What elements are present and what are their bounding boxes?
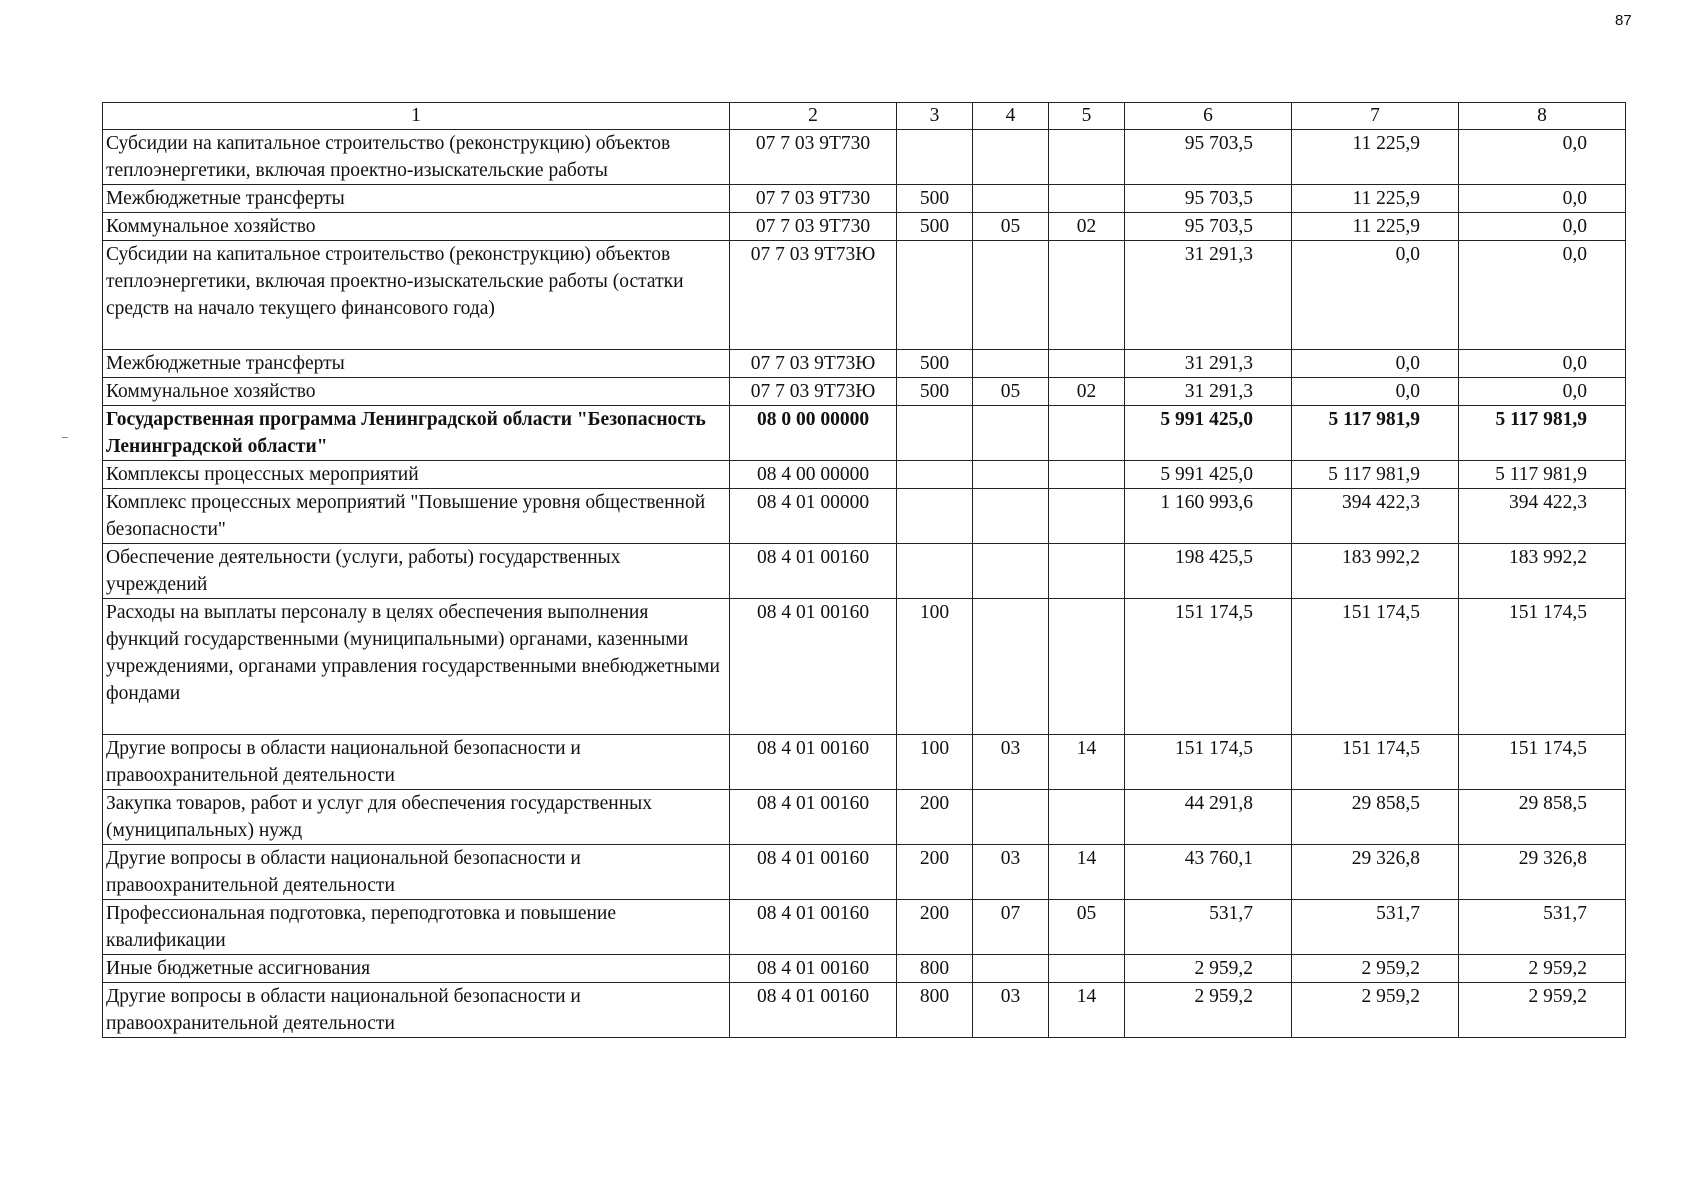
budget-table — [102, 102, 1626, 1038]
row-col3-cell: 800 — [897, 955, 973, 983]
table-row — [103, 378, 1626, 406]
row-value8-cell: 183 992,2 — [1459, 544, 1626, 599]
row-col4-cell — [973, 241, 1049, 350]
row-value6-cell: 2 959,2 — [1125, 955, 1292, 983]
row-col3-cell: 500 — [897, 378, 973, 406]
row-value8-cell: 0,0 — [1459, 185, 1626, 213]
row-col4-cell: 03 — [973, 735, 1049, 790]
row-value7-cell: 0,0 — [1292, 350, 1459, 378]
row-name-cell: Комплексы процессных мероприятий — [103, 461, 730, 489]
table-row — [103, 900, 1626, 955]
row-col5-cell: 14 — [1049, 845, 1125, 900]
row-code-cell: 07 7 03 9Т730 — [730, 130, 897, 185]
header-col-5: 5 — [1049, 103, 1125, 130]
row-col5-cell: 05 — [1049, 900, 1125, 955]
table-row — [103, 406, 1626, 461]
row-col3-cell — [897, 544, 973, 599]
row-value7-cell: 29 326,8 — [1292, 845, 1459, 900]
page-number: 87 — [1615, 12, 1632, 29]
row-col4-cell — [973, 599, 1049, 735]
row-col5-cell — [1049, 955, 1125, 983]
row-value7-cell: 151 174,5 — [1292, 735, 1459, 790]
row-col4-cell — [973, 130, 1049, 185]
table-row — [103, 955, 1626, 983]
row-col4-cell — [973, 790, 1049, 845]
row-col4-cell: 07 — [973, 900, 1049, 955]
row-value8-cell: 0,0 — [1459, 241, 1626, 350]
margin-tick-mark — [62, 437, 68, 438]
row-col4-cell — [973, 406, 1049, 461]
table-row — [103, 130, 1626, 185]
row-value7-cell: 5 117 981,9 — [1292, 406, 1459, 461]
row-value8-cell: 0,0 — [1459, 378, 1626, 406]
row-value6-cell: 1 160 993,6 — [1125, 489, 1292, 544]
row-code-cell: 08 4 01 00160 — [730, 735, 897, 790]
header-col-6: 6 — [1125, 103, 1292, 130]
row-value8-cell: 29 858,5 — [1459, 790, 1626, 845]
row-col5-cell: 14 — [1049, 983, 1125, 1038]
row-value6-cell: 5 991 425,0 — [1125, 406, 1292, 461]
row-col3-cell — [897, 489, 973, 544]
row-value6-cell: 198 425,5 — [1125, 544, 1292, 599]
row-col4-cell — [973, 489, 1049, 544]
row-value8-cell: 0,0 — [1459, 130, 1626, 185]
row-col3-cell: 200 — [897, 845, 973, 900]
row-value6-cell: 31 291,3 — [1125, 350, 1292, 378]
row-name-cell: Коммунальное хозяйство — [103, 378, 730, 406]
row-name-cell: Профессиональная подготовка, переподготовка и повышение квалификации — [103, 900, 730, 955]
row-code-cell: 08 4 01 00160 — [730, 790, 897, 845]
row-code-cell: 08 4 01 00000 — [730, 489, 897, 544]
row-code-cell: 07 7 03 9Т73Ю — [730, 378, 897, 406]
row-col4-cell: 05 — [973, 378, 1049, 406]
row-value8-cell: 5 117 981,9 — [1459, 461, 1626, 489]
row-name-cell: Расходы на выплаты персоналу в целях обеспечения выполнения функций государственными (муниципальными) органами, казенными учреждениями, органами управления государственными внебюджетными фондами — [103, 599, 730, 735]
row-value8-cell: 29 326,8 — [1459, 845, 1626, 900]
row-name-cell: Закупка товаров, работ и услуг для обеспечения государственных (муниципальных) нужд — [103, 790, 730, 845]
table-row — [103, 185, 1626, 213]
row-col3-cell: 100 — [897, 735, 973, 790]
row-col4-cell — [973, 544, 1049, 599]
table-row — [103, 350, 1626, 378]
table-row — [103, 735, 1626, 790]
row-col4-cell: 03 — [973, 983, 1049, 1038]
row-name-cell: Другие вопросы в области национальной безопасности и правоохранительной деятельности — [103, 735, 730, 790]
row-value7-cell: 394 422,3 — [1292, 489, 1459, 544]
row-value8-cell: 151 174,5 — [1459, 735, 1626, 790]
row-value8-cell: 531,7 — [1459, 900, 1626, 955]
row-code-cell: 07 7 03 9Т73Ю — [730, 350, 897, 378]
row-col4-cell: 03 — [973, 845, 1049, 900]
row-col5-cell — [1049, 406, 1125, 461]
row-col5-cell: 14 — [1049, 735, 1125, 790]
row-value6-cell: 31 291,3 — [1125, 241, 1292, 350]
row-col4-cell — [973, 955, 1049, 983]
row-value7-cell: 2 959,2 — [1292, 955, 1459, 983]
table-row — [103, 461, 1626, 489]
row-value6-cell: 95 703,5 — [1125, 130, 1292, 185]
row-name-cell: Межбюджетные трансферты — [103, 185, 730, 213]
row-col5-cell — [1049, 461, 1125, 489]
row-value7-cell: 11 225,9 — [1292, 185, 1459, 213]
row-col5-cell — [1049, 489, 1125, 544]
row-value6-cell: 43 760,1 — [1125, 845, 1292, 900]
row-col3-cell: 200 — [897, 790, 973, 845]
table-row — [103, 489, 1626, 544]
row-col3-cell — [897, 130, 973, 185]
header-col-2: 2 — [730, 103, 897, 130]
row-col5-cell — [1049, 241, 1125, 350]
row-name-cell: Субсидии на капитальное строительство (реконструкцию) объектов теплоэнергетики, включая проектно-изыскательские работы — [103, 130, 730, 185]
row-col3-cell: 800 — [897, 983, 973, 1038]
row-value8-cell: 5 117 981,9 — [1459, 406, 1626, 461]
row-col5-cell — [1049, 185, 1125, 213]
row-col4-cell — [973, 350, 1049, 378]
table-row — [103, 599, 1626, 735]
row-value7-cell: 29 858,5 — [1292, 790, 1459, 845]
row-code-cell: 08 4 00 00000 — [730, 461, 897, 489]
row-code-cell: 08 4 01 00160 — [730, 599, 897, 735]
row-value6-cell: 5 991 425,0 — [1125, 461, 1292, 489]
row-code-cell: 07 7 03 9Т73Ю — [730, 241, 897, 350]
row-value6-cell: 151 174,5 — [1125, 735, 1292, 790]
row-code-cell: 08 0 00 00000 — [730, 406, 897, 461]
header-col-7: 7 — [1292, 103, 1459, 130]
row-col3-cell: 100 — [897, 599, 973, 735]
row-name-cell: Обеспечение деятельности (услуги, работы) государственных учреждений — [103, 544, 730, 599]
row-value7-cell: 0,0 — [1292, 378, 1459, 406]
row-code-cell: 08 4 01 00160 — [730, 544, 897, 599]
row-value6-cell: 2 959,2 — [1125, 983, 1292, 1038]
row-col3-cell: 200 — [897, 900, 973, 955]
row-name-cell: Другие вопросы в области национальной безопасности и правоохранительной деятельности — [103, 983, 730, 1038]
table-row — [103, 213, 1626, 241]
row-col4-cell — [973, 461, 1049, 489]
row-name-cell: Другие вопросы в области национальной безопасности и правоохранительной деятельности — [103, 845, 730, 900]
row-value7-cell: 2 959,2 — [1292, 983, 1459, 1038]
row-value6-cell: 95 703,5 — [1125, 213, 1292, 241]
row-code-cell: 08 4 01 00160 — [730, 955, 897, 983]
row-value7-cell: 5 117 981,9 — [1292, 461, 1459, 489]
row-value6-cell: 31 291,3 — [1125, 378, 1292, 406]
row-name-cell: Субсидии на капитальное строительство (реконструкцию) объектов теплоэнергетики, включая проектно-изыскательские работы (остатки средств на начало текущего финансового года) — [103, 241, 730, 350]
row-col3-cell: 500 — [897, 350, 973, 378]
row-code-cell: 08 4 01 00160 — [730, 900, 897, 955]
row-col3-cell — [897, 241, 973, 350]
row-value7-cell: 531,7 — [1292, 900, 1459, 955]
row-name-cell: Комплекс процессных мероприятий "Повышение уровня общественной безопасности" — [103, 489, 730, 544]
row-value8-cell: 151 174,5 — [1459, 599, 1626, 735]
row-col5-cell — [1049, 599, 1125, 735]
row-col5-cell: 02 — [1049, 378, 1125, 406]
table-row — [103, 790, 1626, 845]
row-value8-cell: 0,0 — [1459, 213, 1626, 241]
row-col3-cell — [897, 461, 973, 489]
row-code-cell: 08 4 01 00160 — [730, 983, 897, 1038]
row-value8-cell: 0,0 — [1459, 350, 1626, 378]
row-value7-cell: 0,0 — [1292, 241, 1459, 350]
row-col5-cell — [1049, 790, 1125, 845]
row-col5-cell — [1049, 130, 1125, 185]
table-row — [103, 845, 1626, 900]
header-col-1: 1 — [103, 103, 730, 130]
row-value6-cell: 531,7 — [1125, 900, 1292, 955]
row-col3-cell: 500 — [897, 213, 973, 241]
row-name-cell: Межбюджетные трансферты — [103, 350, 730, 378]
row-value7-cell: 151 174,5 — [1292, 599, 1459, 735]
row-col5-cell: 02 — [1049, 213, 1125, 241]
header-col-4: 4 — [973, 103, 1049, 130]
row-value6-cell: 44 291,8 — [1125, 790, 1292, 845]
row-col4-cell — [973, 185, 1049, 213]
row-code-cell: 08 4 01 00160 — [730, 845, 897, 900]
row-value7-cell: 183 992,2 — [1292, 544, 1459, 599]
budget-table-container — [102, 102, 1625, 1038]
row-code-cell: 07 7 03 9Т730 — [730, 213, 897, 241]
row-col3-cell — [897, 406, 973, 461]
table-body — [103, 130, 1626, 1038]
row-value8-cell: 2 959,2 — [1459, 955, 1626, 983]
row-col3-cell: 500 — [897, 185, 973, 213]
row-value6-cell: 95 703,5 — [1125, 185, 1292, 213]
row-name-cell: Иные бюджетные ассигнования — [103, 955, 730, 983]
table-row — [103, 544, 1626, 599]
row-value7-cell: 11 225,9 — [1292, 213, 1459, 241]
table-row — [103, 241, 1626, 350]
row-value8-cell: 2 959,2 — [1459, 983, 1626, 1038]
row-value7-cell: 11 225,9 — [1292, 130, 1459, 185]
row-name-cell: Коммунальное хозяйство — [103, 213, 730, 241]
row-code-cell: 07 7 03 9Т730 — [730, 185, 897, 213]
row-name-cell: Государственная программа Ленинградской области "Безопасность Ленинградской области" — [103, 406, 730, 461]
column-number-header-row — [103, 103, 1626, 130]
table-row — [103, 983, 1626, 1038]
row-col5-cell — [1049, 544, 1125, 599]
row-col5-cell — [1049, 350, 1125, 378]
row-value8-cell: 394 422,3 — [1459, 489, 1626, 544]
row-value6-cell: 151 174,5 — [1125, 599, 1292, 735]
header-col-8: 8 — [1459, 103, 1626, 130]
header-col-3: 3 — [897, 103, 973, 130]
row-col4-cell: 05 — [973, 213, 1049, 241]
